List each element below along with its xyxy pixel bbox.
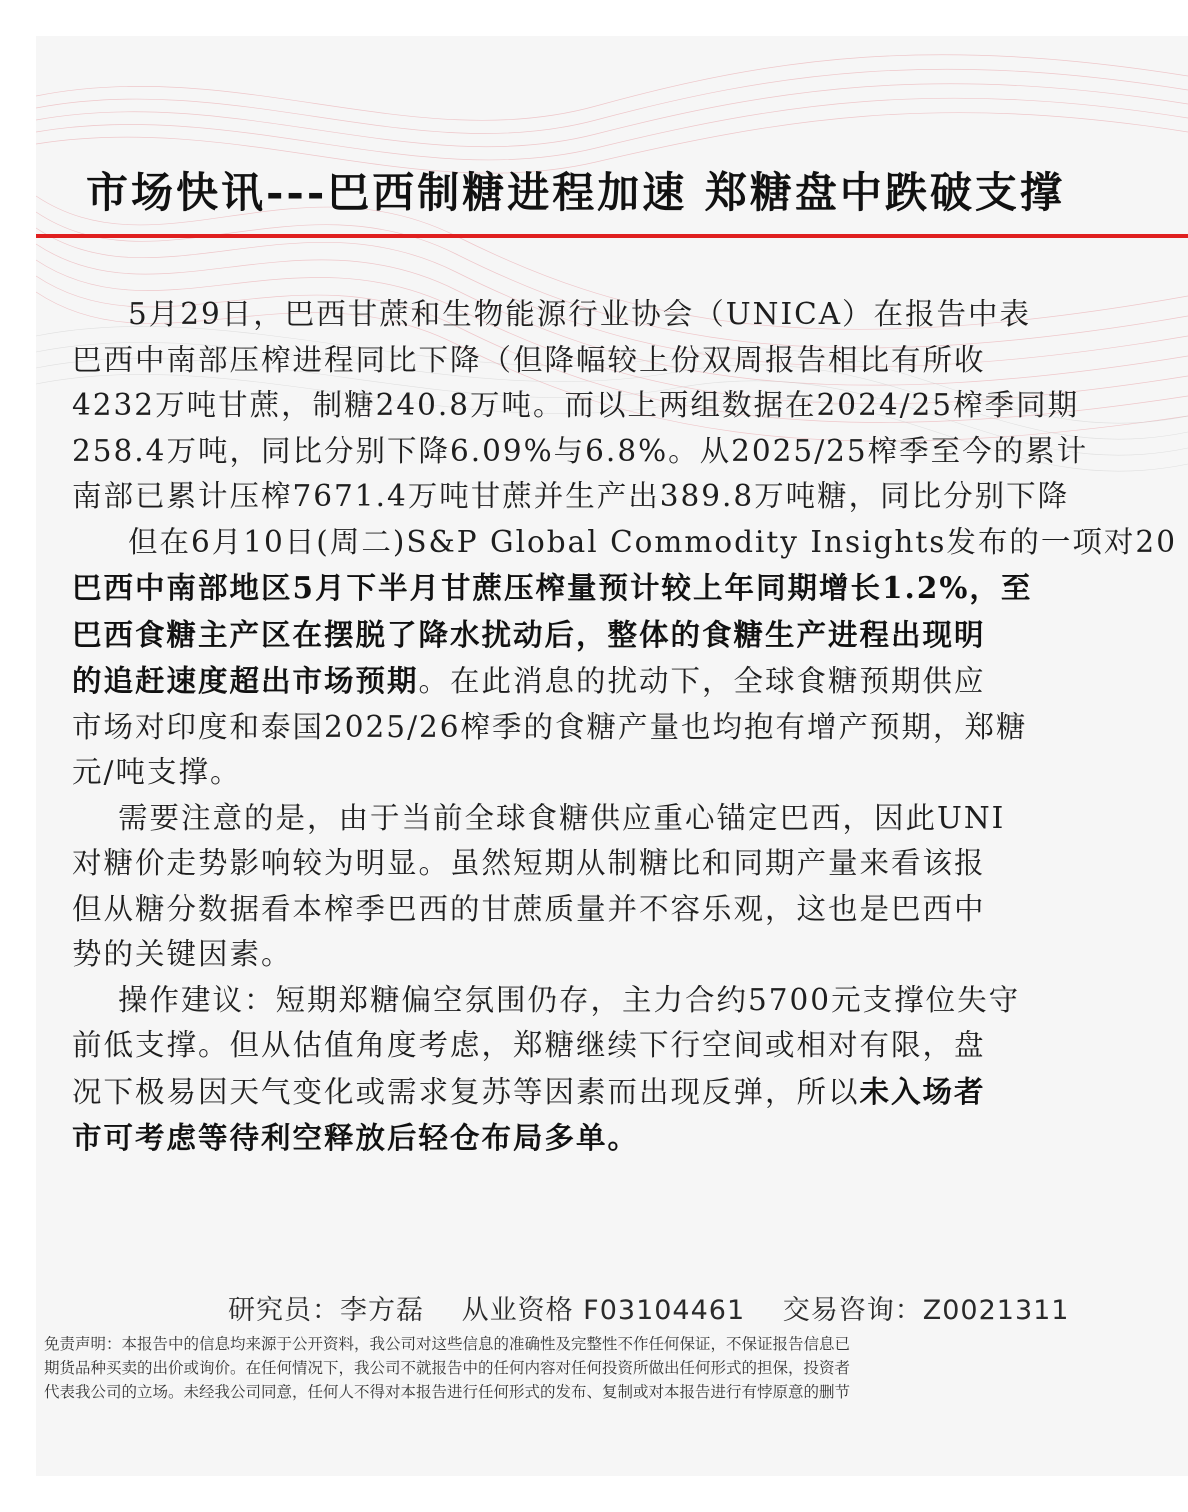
text-line: 元/吨支撑。 bbox=[72, 755, 242, 789]
text-line: 巴西中南部压榨进程同比下降（但降幅较上份双周报告相比有所收 bbox=[72, 342, 986, 377]
paragraph-3 bbox=[72, 796, 1162, 978]
text-line: 前低支撑。但从估值角度考虑，郑糖继续下行空间或相对有限，盘 bbox=[72, 1028, 986, 1062]
bold-text: 巴西食糖主产区在摆脱了降水扰动后，整体的食糖生产进程出现明 bbox=[72, 616, 986, 652]
disclaimer-line: 代表我公司的立场。未经我公司同意，任何人不得对本报告进行任何形式的发布、复制或对本报告进行有悖原意的删节 bbox=[44, 1383, 851, 1401]
analyst-info bbox=[228, 1288, 1097, 1327]
text-run: 。在此消息的扰动下，全球食糖预期供应 bbox=[418, 664, 986, 698]
text-run: 况下极易因天气变化或需求复苏等因素而出现反弹，所以 bbox=[72, 1074, 860, 1109]
disclaimer-line: 免责声明：本报告中的信息均来源于公开资料，我公司对这些信息的准确性及完整性不作任何保证，不保证报告信息已 bbox=[44, 1335, 851, 1353]
analyst-license: 从业资格 F03104461 bbox=[461, 1295, 746, 1326]
analyst-name: 研究员：李方磊 bbox=[228, 1295, 424, 1326]
disclaimer-line: 期货品种买卖的出价或询价。在任何情况下，我公司不就报告中的任何内容对任何投资所做出任何形式的担保，投资者 bbox=[44, 1359, 851, 1377]
text-line: 对糖价走势影响较为明显。虽然短期从制糖比和同期产量来看该报 bbox=[72, 846, 986, 880]
bold-text: 的追赶速度超出市场预期 bbox=[72, 663, 419, 698]
analyst-consult: 交易咨询：Z0021311 bbox=[782, 1295, 1070, 1326]
bold-text: 巴西中南部地区5月下半月甘蔗压榨量预计较上年同期增长1.2%，至 bbox=[72, 570, 1033, 605]
report-title: 市场快讯---巴西制糖进程加速 郑糖盘中跌破支撑 bbox=[86, 168, 1065, 217]
paragraph-2 bbox=[72, 520, 1177, 796]
text-line: 但从糖分数据看本榨季巴西的甘蔗质量并不容乐观，这也是巴西中 bbox=[72, 891, 986, 926]
title-divider bbox=[36, 234, 1188, 238]
text-line: 需要注意的是，由于当前全球食糖供应重心锚定巴西，因此UNI bbox=[118, 800, 1006, 835]
paragraph-4 bbox=[72, 978, 1162, 1162]
disclaimer bbox=[44, 1332, 1164, 1404]
bold-text: 未入场者 bbox=[859, 1073, 986, 1109]
report-body bbox=[72, 292, 1177, 1162]
text-line: 势的关键因素。 bbox=[72, 937, 293, 971]
text-line: 258.4万吨，同比分别下降6.09%与6.8%。从2025/25榨季至今的累计 bbox=[72, 433, 1089, 468]
paragraph-1 bbox=[72, 292, 1162, 520]
text-line: 市场对印度和泰国2025/26榨季的食糖产量也均抱有增产预期，郑糖 bbox=[72, 709, 1028, 744]
text-line: 但在6月10日(周二)S&P Global Commodity Insights发布的一项对20 bbox=[128, 524, 1177, 559]
text-line: 操作建议：短期郑糖偏空氛围仍存，主力合约5700元支撑位失守 bbox=[118, 982, 1021, 1017]
text-line: 5月29日，巴西甘蔗和生物能源行业协会（UNICA）在报告中表 bbox=[128, 297, 1032, 331]
text-line: 4232万吨甘蔗，制糖240.8万吨。而以上两组数据在2024/25榨季同期 bbox=[72, 388, 1080, 422]
text-line: 南部已累计压榨7671.4万吨甘蔗并生产出389.8万吨糖，同比分别下降 bbox=[72, 479, 1070, 513]
bold-text: 市可考虑等待利空释放后轻仓布局多单。 bbox=[72, 1120, 640, 1155]
